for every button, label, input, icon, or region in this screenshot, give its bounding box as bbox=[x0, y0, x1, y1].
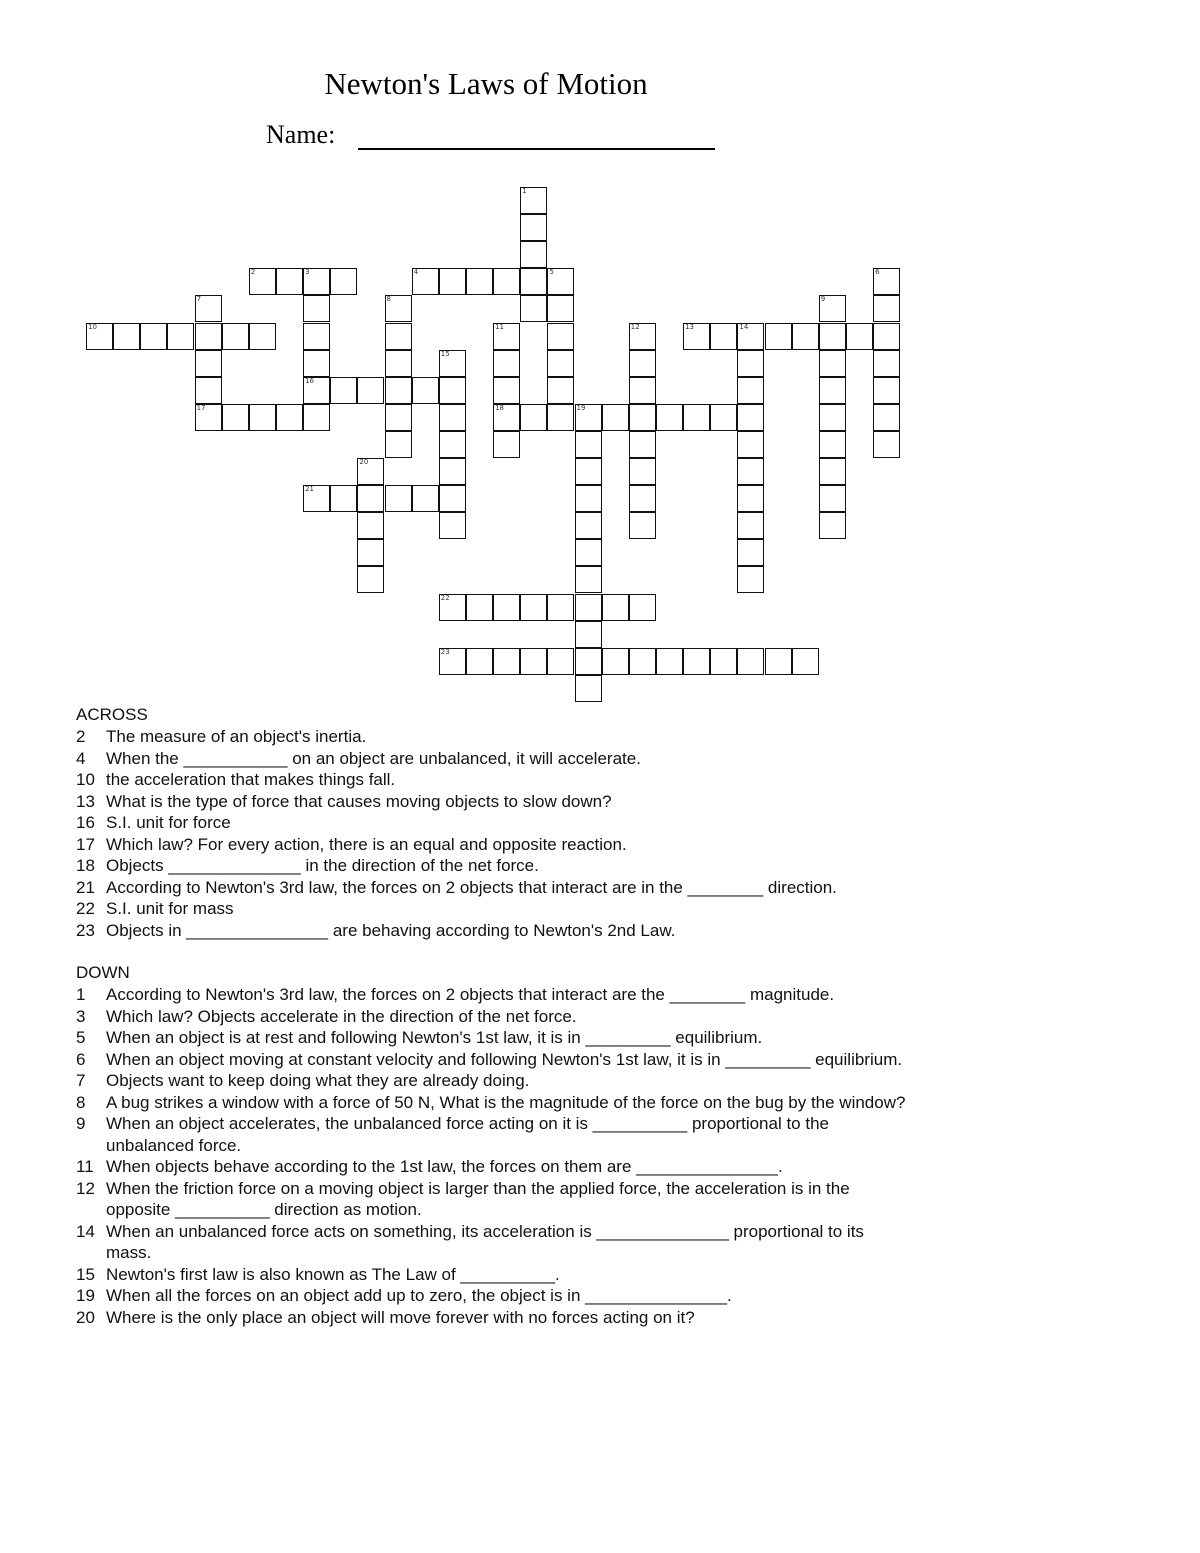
crossword-cell[interactable] bbox=[439, 431, 466, 458]
across-clue bbox=[76, 726, 906, 748]
clue-text: Which law? Objects accelerate in the direction of the net force. bbox=[106, 1006, 577, 1026]
clue-text: Objects want to keep doing what they are already doing. bbox=[106, 1071, 530, 1090]
crossword-cell[interactable] bbox=[195, 404, 222, 431]
crossword-cell[interactable] bbox=[249, 268, 276, 295]
crossword-cell[interactable] bbox=[520, 404, 547, 431]
crossword-cell[interactable] bbox=[520, 594, 547, 621]
crossword-cell[interactable] bbox=[385, 431, 412, 458]
crossword-cell[interactable] bbox=[602, 594, 629, 621]
crossword-cell[interactable] bbox=[737, 485, 764, 512]
clue-text: When all the forces on an object add up to zero, the object is in _______________. bbox=[106, 1286, 732, 1305]
crossword-cell[interactable] bbox=[873, 404, 900, 431]
cell-number: 16 bbox=[305, 376, 315, 385]
cell-number: 5 bbox=[549, 268, 554, 277]
crossword-cell[interactable] bbox=[439, 485, 466, 512]
crossword-cell[interactable] bbox=[439, 350, 466, 377]
crossword-cell[interactable] bbox=[819, 377, 846, 404]
cell-number: 8 bbox=[386, 295, 391, 304]
crossword-cell[interactable] bbox=[520, 295, 547, 322]
cell-number: 13 bbox=[685, 322, 695, 331]
crossword-cell[interactable] bbox=[520, 214, 547, 241]
crossword-cell[interactable] bbox=[629, 512, 656, 539]
across-heading: ACROSS bbox=[76, 705, 148, 724]
crossword-cell[interactable] bbox=[439, 594, 466, 621]
page-title: Newton's Laws of Motion bbox=[324, 66, 648, 101]
crossword-cell[interactable] bbox=[357, 377, 384, 404]
cell-number: 4 bbox=[413, 268, 419, 277]
crossword-cell[interactable] bbox=[575, 566, 602, 593]
clue-text: When an unbalanced force acts on something, its acceleration is ______________ proportional to its mass. bbox=[106, 1221, 864, 1262]
down-clue bbox=[76, 1070, 906, 1092]
cell-number: 10 bbox=[88, 322, 97, 331]
crossword-cell[interactable] bbox=[873, 377, 900, 404]
down-clue bbox=[76, 1178, 906, 1221]
clue-number: 1 bbox=[76, 985, 86, 1004]
cell-number: 2 bbox=[250, 268, 256, 277]
crossword-cell[interactable] bbox=[683, 323, 710, 350]
crossword-cell[interactable] bbox=[629, 648, 656, 675]
crossword-cell[interactable] bbox=[303, 350, 330, 377]
crossword-cell[interactable] bbox=[656, 648, 683, 675]
crossword-cell[interactable] bbox=[466, 594, 493, 621]
crossword-cell[interactable] bbox=[86, 323, 113, 350]
clue-number: 17 bbox=[76, 834, 95, 854]
crossword-cell[interactable] bbox=[547, 648, 574, 675]
crossword-cell[interactable] bbox=[113, 323, 140, 350]
crossword-cell[interactable] bbox=[520, 648, 547, 675]
crossword-cell[interactable] bbox=[385, 350, 412, 377]
down-clue bbox=[76, 1264, 906, 1286]
crossword-cell[interactable] bbox=[547, 350, 574, 377]
across-clue-list bbox=[76, 726, 906, 941]
crossword-cell[interactable] bbox=[222, 404, 249, 431]
clue-text: The measure of an object's inertia. bbox=[106, 727, 367, 746]
clue-text: When the ___________ on an object are unbalanced, it will accelerate. bbox=[106, 748, 641, 768]
crossword-cell[interactable] bbox=[765, 648, 792, 675]
crossword-cell[interactable] bbox=[819, 485, 846, 512]
crossword-cell[interactable] bbox=[439, 512, 466, 539]
crossword-cell[interactable] bbox=[737, 377, 764, 404]
cell-number: 14 bbox=[739, 322, 749, 331]
crossword-cell[interactable] bbox=[819, 323, 846, 350]
down-clue bbox=[76, 1307, 906, 1329]
crossword-cell[interactable] bbox=[357, 566, 384, 593]
crossword-cell[interactable] bbox=[385, 323, 412, 350]
crossword-cell[interactable] bbox=[276, 404, 303, 431]
clue-number: 6 bbox=[76, 1049, 86, 1069]
crossword-cell[interactable] bbox=[439, 268, 466, 295]
clue-text: S.I. unit for mass bbox=[106, 899, 234, 918]
crossword-cell[interactable] bbox=[792, 323, 819, 350]
down-clue-list bbox=[76, 984, 906, 1328]
down-clue bbox=[76, 1285, 906, 1307]
down-clue bbox=[76, 1221, 906, 1264]
clue-text: When an object is at rest and following Newton's 1st law, it is in _________ equilibrium. bbox=[106, 1028, 763, 1047]
clue-number: 9 bbox=[76, 1114, 86, 1133]
clue-text: Newton's first law is also known as The Law of __________. bbox=[106, 1264, 560, 1284]
crossword-cell[interactable] bbox=[330, 485, 357, 512]
clue-number: 8 bbox=[76, 1092, 86, 1112]
crossword-cell[interactable] bbox=[466, 648, 493, 675]
clue-number: 2 bbox=[76, 727, 86, 746]
crossword-cell[interactable] bbox=[249, 404, 276, 431]
crossword-cell[interactable] bbox=[873, 295, 900, 322]
crossword-cell[interactable] bbox=[547, 377, 574, 404]
clue-text: Which law? For every action, there is an equal and opposite reaction. bbox=[106, 834, 627, 854]
crossword-cell[interactable] bbox=[575, 458, 602, 485]
down-clue bbox=[76, 984, 906, 1006]
crossword-cell[interactable] bbox=[547, 404, 574, 431]
clue-number: 4 bbox=[76, 748, 86, 768]
crossword-cell[interactable] bbox=[819, 512, 846, 539]
crossword-cell[interactable] bbox=[547, 295, 574, 322]
crossword-cell[interactable] bbox=[737, 404, 764, 431]
clue-number: 18 bbox=[76, 856, 95, 875]
crossword-cell[interactable] bbox=[303, 295, 330, 322]
crossword-cell[interactable] bbox=[710, 404, 737, 431]
cell-number: 9 bbox=[820, 295, 826, 304]
crossword-cell[interactable] bbox=[737, 431, 764, 458]
crossword-cell[interactable] bbox=[249, 323, 276, 350]
crossword-cell[interactable] bbox=[819, 458, 846, 485]
clue-text: According to Newton's 3rd law, the forces on 2 objects that interact are in the ________ direction. bbox=[106, 877, 837, 897]
clue-number: 7 bbox=[76, 1071, 86, 1090]
clue-text: Objects in _______________ are behaving according to Newton's 2nd Law. bbox=[106, 920, 676, 940]
crossword-cell[interactable] bbox=[602, 404, 629, 431]
crossword-cell[interactable] bbox=[629, 431, 656, 458]
crossword-cell[interactable] bbox=[765, 323, 792, 350]
cell-number: 23 bbox=[440, 647, 450, 656]
crossword-cell[interactable] bbox=[819, 431, 846, 458]
crossword-cell[interactable] bbox=[385, 485, 412, 512]
clue-text: According to Newton's 3rd law, the forces on 2 objects that interact are the ________ magnitude. bbox=[106, 985, 835, 1004]
crossword-cell[interactable] bbox=[873, 350, 900, 377]
crossword-cell[interactable] bbox=[466, 268, 493, 295]
crossword-cell[interactable] bbox=[575, 431, 602, 458]
cell-number: 17 bbox=[196, 403, 206, 412]
crossword-cell[interactable] bbox=[412, 268, 439, 295]
clue-number: 14 bbox=[76, 1221, 95, 1241]
across-clue bbox=[76, 834, 906, 856]
crossword-cell[interactable] bbox=[710, 323, 737, 350]
crossword-cell[interactable] bbox=[683, 648, 710, 675]
crossword-cell[interactable] bbox=[385, 295, 412, 322]
clue-text: When an object moving at constant velocity and following Newton's 1st law, it is in _________ equilibrium. bbox=[106, 1049, 903, 1069]
crossword-cell[interactable] bbox=[195, 350, 222, 377]
crossword-cell[interactable] bbox=[629, 404, 656, 431]
down-clue bbox=[76, 1113, 906, 1156]
cell-number: 22 bbox=[440, 593, 450, 602]
crossword-cell[interactable] bbox=[629, 485, 656, 512]
crossword-cell[interactable] bbox=[737, 458, 764, 485]
crossword-cell[interactable] bbox=[357, 458, 384, 485]
clue-text: the acceleration that makes things fall. bbox=[106, 770, 396, 789]
crossword-cell[interactable] bbox=[819, 350, 846, 377]
crossword-cell[interactable] bbox=[873, 268, 900, 295]
down-clue bbox=[76, 1027, 906, 1049]
crossword-cell[interactable] bbox=[303, 323, 330, 350]
down-clue bbox=[76, 1006, 906, 1028]
crossword-cell[interactable] bbox=[737, 566, 764, 593]
crossword-cell[interactable] bbox=[195, 295, 222, 322]
crossword-cell[interactable] bbox=[222, 323, 249, 350]
crossword-cell[interactable] bbox=[819, 404, 846, 431]
crossword-cell[interactable] bbox=[737, 350, 764, 377]
crossword-cell[interactable] bbox=[303, 404, 330, 431]
crossword-cell[interactable] bbox=[385, 404, 412, 431]
cell-number: 19 bbox=[576, 403, 586, 412]
clue-text: When an object accelerates, the unbalanced force acting on it is __________ proportional to the unbalanced force. bbox=[106, 1114, 829, 1155]
crossword-cell[interactable] bbox=[873, 323, 900, 350]
across-clue bbox=[76, 748, 906, 770]
crossword-cell[interactable] bbox=[520, 187, 547, 214]
crossword-cell[interactable] bbox=[493, 377, 520, 404]
cell-number: 1 bbox=[522, 187, 527, 195]
crossword-cell[interactable] bbox=[357, 485, 384, 512]
crossword-cell[interactable] bbox=[737, 323, 764, 350]
crossword-cell[interactable] bbox=[493, 404, 520, 431]
crossword-cell[interactable] bbox=[575, 485, 602, 512]
crossword-cell[interactable] bbox=[575, 621, 602, 648]
crossword-cell[interactable] bbox=[520, 241, 547, 268]
clue-text: Where is the only place an object will move forever with no forces acting on it? bbox=[106, 1307, 695, 1327]
crossword-cell[interactable] bbox=[547, 594, 574, 621]
crossword-cell[interactable] bbox=[873, 431, 900, 458]
clue-number: 10 bbox=[76, 770, 95, 789]
crossword-cell[interactable] bbox=[330, 268, 357, 295]
cell-number: 3 bbox=[305, 268, 310, 277]
crossword-cell[interactable] bbox=[737, 512, 764, 539]
crossword-cell[interactable] bbox=[575, 539, 602, 566]
down-heading: DOWN bbox=[76, 963, 130, 982]
clue-text: A bug strikes a window with a force of 50 N, What is the magnitude of the force on the bug by the window? bbox=[106, 1092, 906, 1112]
clue-number: 12 bbox=[76, 1178, 95, 1198]
down-clue bbox=[76, 1092, 906, 1114]
clue-number: 15 bbox=[76, 1264, 95, 1284]
down-clue bbox=[76, 1049, 906, 1071]
crossword-cell[interactable] bbox=[737, 539, 764, 566]
crossword-cell[interactable] bbox=[303, 485, 330, 512]
clue-text: S.I. unit for force bbox=[106, 813, 231, 832]
crossword-cell[interactable] bbox=[357, 512, 384, 539]
crossword-cell[interactable] bbox=[493, 268, 520, 295]
crossword-cell[interactable] bbox=[846, 323, 873, 350]
crossword-cell[interactable] bbox=[629, 377, 656, 404]
cell-number: 15 bbox=[440, 349, 450, 358]
cell-number: 18 bbox=[495, 403, 505, 412]
across-clue bbox=[76, 877, 906, 899]
crossword-cell[interactable] bbox=[385, 377, 412, 404]
crossword-cell[interactable] bbox=[439, 377, 466, 404]
crossword-cell[interactable] bbox=[656, 404, 683, 431]
cell-number: 12 bbox=[630, 322, 640, 331]
crossword-cell[interactable] bbox=[439, 404, 466, 431]
across-clue bbox=[76, 791, 906, 813]
crossword-cell[interactable] bbox=[547, 268, 574, 295]
crossword-cell[interactable] bbox=[303, 377, 330, 404]
crossword-cell[interactable] bbox=[629, 458, 656, 485]
crossword-cell[interactable] bbox=[710, 648, 737, 675]
clue-number: 20 bbox=[76, 1307, 95, 1327]
crossword-cell[interactable] bbox=[819, 295, 846, 322]
crossword-cell[interactable] bbox=[303, 268, 330, 295]
crossword-cell[interactable] bbox=[629, 323, 656, 350]
crossword-cell[interactable] bbox=[439, 458, 466, 485]
crossword-cell[interactable] bbox=[195, 323, 222, 350]
clue-text: Objects ______________ in the direction of the net force. bbox=[106, 856, 539, 875]
crossword-cell[interactable] bbox=[493, 648, 520, 675]
clue-number: 3 bbox=[76, 1006, 86, 1026]
clue-number: 5 bbox=[76, 1028, 86, 1047]
clue-number: 13 bbox=[76, 791, 95, 811]
crossword-cell[interactable] bbox=[330, 377, 357, 404]
crossword-cell[interactable] bbox=[439, 648, 466, 675]
clue-text: When objects behave according to the 1st law, the forces on them are _______________. bbox=[106, 1157, 783, 1176]
cell-number: 11 bbox=[495, 322, 505, 331]
crossword-cell[interactable] bbox=[575, 648, 602, 675]
crossword-cell[interactable] bbox=[575, 594, 602, 621]
crossword-cell[interactable] bbox=[412, 485, 439, 512]
crossword-cell[interactable] bbox=[493, 594, 520, 621]
crossword-cell[interactable] bbox=[195, 377, 222, 404]
crossword-cell[interactable] bbox=[276, 268, 303, 295]
crossword-cell[interactable] bbox=[737, 648, 764, 675]
cell-number: 20 bbox=[359, 458, 369, 466]
across-clue bbox=[76, 898, 906, 920]
crossword-cell[interactable] bbox=[357, 539, 384, 566]
crossword-cell[interactable] bbox=[140, 323, 167, 350]
clue-number: 21 bbox=[76, 877, 95, 897]
across-clue bbox=[76, 812, 906, 834]
crossword-cell[interactable] bbox=[493, 323, 520, 350]
crossword-cell[interactable] bbox=[547, 323, 574, 350]
crossword-cell[interactable] bbox=[167, 323, 194, 350]
crossword-cell[interactable] bbox=[520, 268, 547, 295]
crossword-cell[interactable] bbox=[575, 512, 602, 539]
clues-section bbox=[76, 704, 906, 1328]
crossword-cell[interactable] bbox=[412, 377, 439, 404]
crossword-cell[interactable] bbox=[493, 350, 520, 377]
clue-text: When the friction force on a moving object is larger than the applied force, the acceleration is in the opposite __________ direction as motion. bbox=[106, 1178, 850, 1219]
across-clue bbox=[76, 855, 906, 877]
crossword-cell[interactable] bbox=[493, 431, 520, 458]
crossword-cell[interactable] bbox=[629, 594, 656, 621]
clue-number: 11 bbox=[76, 1157, 94, 1176]
clue-number: 16 bbox=[76, 813, 95, 832]
crossword-cell[interactable] bbox=[575, 404, 602, 431]
down-clue bbox=[76, 1156, 906, 1178]
clue-number: 23 bbox=[76, 920, 95, 940]
name-label: Name: bbox=[266, 120, 336, 149]
crossword-cell[interactable] bbox=[683, 404, 710, 431]
clue-text: What is the type of force that causes moving objects to slow down? bbox=[106, 791, 612, 811]
cell-number: 7 bbox=[196, 295, 202, 304]
crossword-grid bbox=[0, 0, 1200, 720]
cell-number: 21 bbox=[305, 485, 315, 494]
crossword-cell[interactable] bbox=[602, 648, 629, 675]
cell-number: 6 bbox=[875, 268, 880, 277]
across-clue bbox=[76, 920, 906, 942]
crossword-cell[interactable] bbox=[629, 350, 656, 377]
clue-number: 19 bbox=[76, 1286, 95, 1305]
across-clue bbox=[76, 769, 906, 791]
crossword-cell[interactable] bbox=[575, 675, 602, 702]
crossword-cell[interactable] bbox=[792, 648, 819, 675]
clue-number: 22 bbox=[76, 899, 95, 918]
